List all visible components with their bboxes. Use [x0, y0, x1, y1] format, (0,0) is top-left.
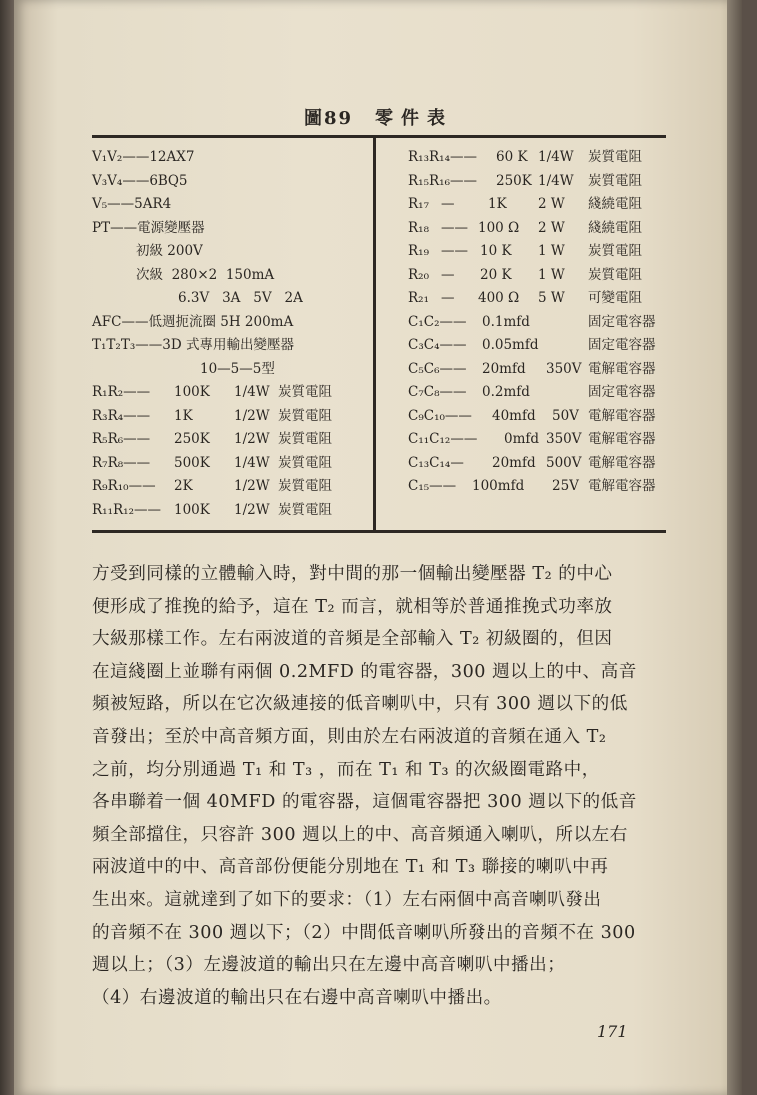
- body-line: 在這綫圈上並聯有兩個 0.2MFD 的電容器，300 週以上的中、高音: [92, 661, 637, 682]
- part-row: R₁R₂—— 100K 1/4W 炭質電阻: [92, 384, 332, 400]
- table-bottom-rule: [92, 530, 666, 533]
- table-name: 零件表: [375, 108, 454, 129]
- part-row: V₅——5AR4: [92, 196, 172, 212]
- body-line: 各串聯着一個 40MFD 的電容器，這個電容器把 300 週以下的低音: [92, 792, 637, 813]
- body-line: 的音頻不在 300 週以下；（2）中間低音喇叭所發出的音頻不在 300: [92, 922, 636, 943]
- table-top-rule: [92, 135, 666, 138]
- figure-number: 圖89: [303, 108, 354, 129]
- body-line: 之前，均分別通過 T₁ 和 T₃ ，而在 T₁ 和 T₃ 的次級圈電路中，: [92, 759, 600, 780]
- part-spec-row: 10—5—5型: [200, 360, 275, 377]
- part-row: R₉R₁₀—— 2K 1/2W 炭質電阻: [92, 478, 332, 494]
- parts-list-right: [408, 146, 670, 499]
- body-paragraph: [92, 558, 672, 1014]
- part-row: C₃C₄—— 0.05mfd 固定電容器: [408, 337, 656, 353]
- part-row: C₁₁C₁₂—— 0mfd 350V 電解電容器: [408, 431, 656, 447]
- part-row: C₅C₆—— 20mfd 350V 電解電容器: [408, 360, 656, 377]
- part-row: R₁₉ —— 10 K 1 W 炭質電阻: [408, 243, 642, 259]
- body-line: 大級那樣工作。左右兩波道的音頻是全部輸入 T₂ 初級圈的，但因: [92, 629, 613, 650]
- part-row: C₉C₁₀—— 40mfd 50V 電解電容器: [408, 407, 656, 424]
- body-line: 頻被短路，所以在它次級連接的低音喇叭中，只有 300 週以下的低: [92, 694, 628, 715]
- body-line: 生出來。這就達到了如下的要求：（1）左右兩個中高音喇叭發出: [92, 889, 602, 910]
- body-line: 便形成了推挽的給予，這在 T₂ 而言，就相等於普通推挽式功率放: [92, 596, 613, 617]
- part-row: C₁₅—— 100mfd 25V 電解電容器: [408, 478, 656, 494]
- page-number: 171: [597, 1022, 628, 1041]
- part-row: R₃R₄—— 1K 1/2W 炭質電阻: [92, 407, 332, 424]
- body-line: 兩波道中的中、高音部份便能分別地在 T₁ 和 T₃ 聯接的喇叭中再: [92, 857, 609, 878]
- part-row: R₇R₈—— 500K 1/4W 炭質電阻: [92, 454, 332, 471]
- part-row: V₃V₄——6BQ5: [92, 172, 188, 189]
- part-row: R₁₅R₁₆—— 250K 1/4W 炭質電阻: [408, 172, 642, 189]
- part-row: R₅R₆—— 250K 1/2W 炭質電阻: [92, 431, 332, 447]
- part-row: R₁₁R₁₂—— 100K 1/2W 炭質電阻: [92, 501, 332, 518]
- part-spec-row: 6.3V 3A 5V 2A: [178, 290, 303, 306]
- part-spec-row: 次級 280×2 150mA: [136, 266, 275, 283]
- part-row: R₁₇ — 1K 2 W 綫繞電阻: [408, 196, 642, 212]
- body-line: 週以上；（3）左邊波道的輸出只在左邊中高音喇叭中播出；: [92, 955, 566, 976]
- table-divider: [373, 138, 376, 530]
- part-row: C₇C₈—— 0.2mfd 固定電容器: [408, 384, 656, 400]
- part-row: R₁₈ —— 100 Ω 2 W 綫繞電阻: [408, 219, 642, 236]
- part-row: R₂₁ — 400 Ω 5 W 可變電阻: [408, 290, 642, 306]
- parts-list-left: [92, 146, 367, 522]
- table-title: [0, 104, 757, 130]
- body-line: 頻全部擋住，只容許 300 週以上的中、高音頻通入喇叭，所以左右: [92, 824, 628, 845]
- part-spec-row: 初級 200V: [136, 243, 203, 259]
- part-row: PT——電源變壓器: [92, 219, 205, 236]
- page-edge: [727, 0, 742, 1095]
- part-row: C₁C₂—— 0.1mfd 固定電容器: [408, 313, 656, 330]
- part-row: V₁V₂——12AX7: [92, 149, 195, 165]
- part-row: AFC——低週扼流圈 5H 200mA: [92, 313, 294, 330]
- part-row: C₁₃C₁₄— 20mfd 500V 電解電容器: [408, 454, 656, 471]
- part-row: R₁₃R₁₄—— 60 K 1/4W 炭質電阻: [408, 149, 642, 165]
- book-spine: [0, 0, 14, 1095]
- body-line: （4）右邊波道的輸出只在右邊中高音喇叭中播出。: [92, 987, 502, 1008]
- body-line: 音發出；至於中高音頻方面，則由於左右兩波道的音頻在通入 T₂: [92, 726, 607, 747]
- body-line: 方受到同樣的立體輸入時，對中間的那一個輸出變壓器 T₂ 的中心: [92, 564, 613, 584]
- part-row: T₁T₂T₃——3D 式專用輸出變壓器: [92, 337, 294, 353]
- part-row: R₂₀ — 20 K 1 W 炭質電阻: [408, 266, 642, 283]
